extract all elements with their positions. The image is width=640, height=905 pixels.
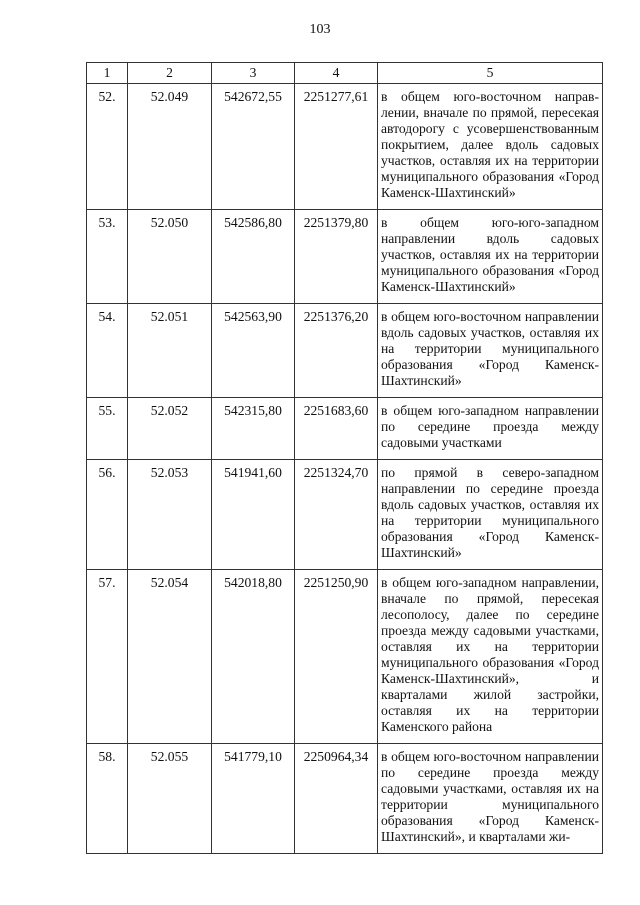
row-number: 52. [87, 84, 128, 210]
page-number: 103 [309, 22, 331, 37]
point-code: 52.050 [128, 210, 212, 304]
boundary-description: в общем юго-западном направлении, вначале по прямой, пересекая лесополосу, далее по середине проезда между садовыми участками, оставляя их на территории муниципального образования «Город Каменск-Шахтинский», и кварталами жилой застройки, оставляя их на территории Каменского района [378, 570, 603, 744]
coordinate-x: 541941,60 [212, 460, 295, 570]
boundary-description: в общем юго-восточном направлении, вначале по прямой, пересекая автодорогу с усовершенствованным покрытием, далее вдоль садовых участков, оставляя их на территории муниципального образования «Город Каменск-Шахтинский» [378, 84, 603, 210]
coordinate-y: 2251379,80 [295, 210, 378, 304]
boundary-description: в общем юго-юго-западном направлении вдоль садовых участков, оставляя их на территории муниципального образования «Город Каменск-Шахтинский» [378, 210, 603, 304]
column-header-4: 4 [295, 63, 378, 84]
coordinate-y: 2251683,60 [295, 398, 378, 460]
boundary-description: по прямой в северо-западном направлении по середине проезда вдоль садовых участков, оставляя их на территории муниципального образования «Город Каменск-Шахтинский» [378, 460, 603, 570]
coordinate-x: 542315,80 [212, 398, 295, 460]
boundary-description: в общем юго-восточном направлении вдоль садовых участков, оставляя их на территории муниципального образования «Город Каменск-Шахтинский» [378, 304, 603, 398]
table-row [87, 460, 603, 570]
point-code: 52.055 [128, 744, 212, 854]
coordinate-y: 2251324,70 [295, 460, 378, 570]
table-row [87, 304, 603, 398]
coordinate-x: 542018,80 [212, 570, 295, 744]
point-code: 52.053 [128, 460, 212, 570]
boundary-description: в общем юго-восточном направлении по середине проезда между садовыми участками, оставляя их на территории муниципального образования «Город Каменск-Шахтинский», и кварталами жи- [378, 744, 603, 854]
row-number: 54. [87, 304, 128, 398]
coordinate-y: 2251277,61 [295, 84, 378, 210]
point-code: 52.051 [128, 304, 212, 398]
boundary-description-table [86, 62, 603, 854]
table-row [87, 398, 603, 460]
row-number: 55. [87, 398, 128, 460]
point-code: 52.049 [128, 84, 212, 210]
point-code: 52.052 [128, 398, 212, 460]
table-header-row [87, 63, 603, 84]
coordinate-x: 542586,80 [212, 210, 295, 304]
table-row [87, 210, 603, 304]
column-header-3: 3 [212, 63, 295, 84]
row-number: 56. [87, 460, 128, 570]
row-number: 57. [87, 570, 128, 744]
row-number: 53. [87, 210, 128, 304]
point-code: 52.054 [128, 570, 212, 744]
boundary-description: в общем юго-западном направлении по середине проезда между садовыми участками [378, 398, 603, 460]
table-row [87, 744, 603, 854]
row-number: 58. [87, 744, 128, 854]
column-header-2: 2 [128, 63, 212, 84]
table-row [87, 570, 603, 744]
column-header-5: 5 [378, 63, 603, 84]
coordinate-y: 2250964,34 [295, 744, 378, 854]
coordinate-y: 2251250,90 [295, 570, 378, 744]
coordinate-x: 541779,10 [212, 744, 295, 854]
column-header-1: 1 [87, 63, 128, 84]
coordinate-x: 542563,90 [212, 304, 295, 398]
table-row [87, 84, 603, 210]
coordinate-y: 2251376,20 [295, 304, 378, 398]
coordinate-x: 542672,55 [212, 84, 295, 210]
